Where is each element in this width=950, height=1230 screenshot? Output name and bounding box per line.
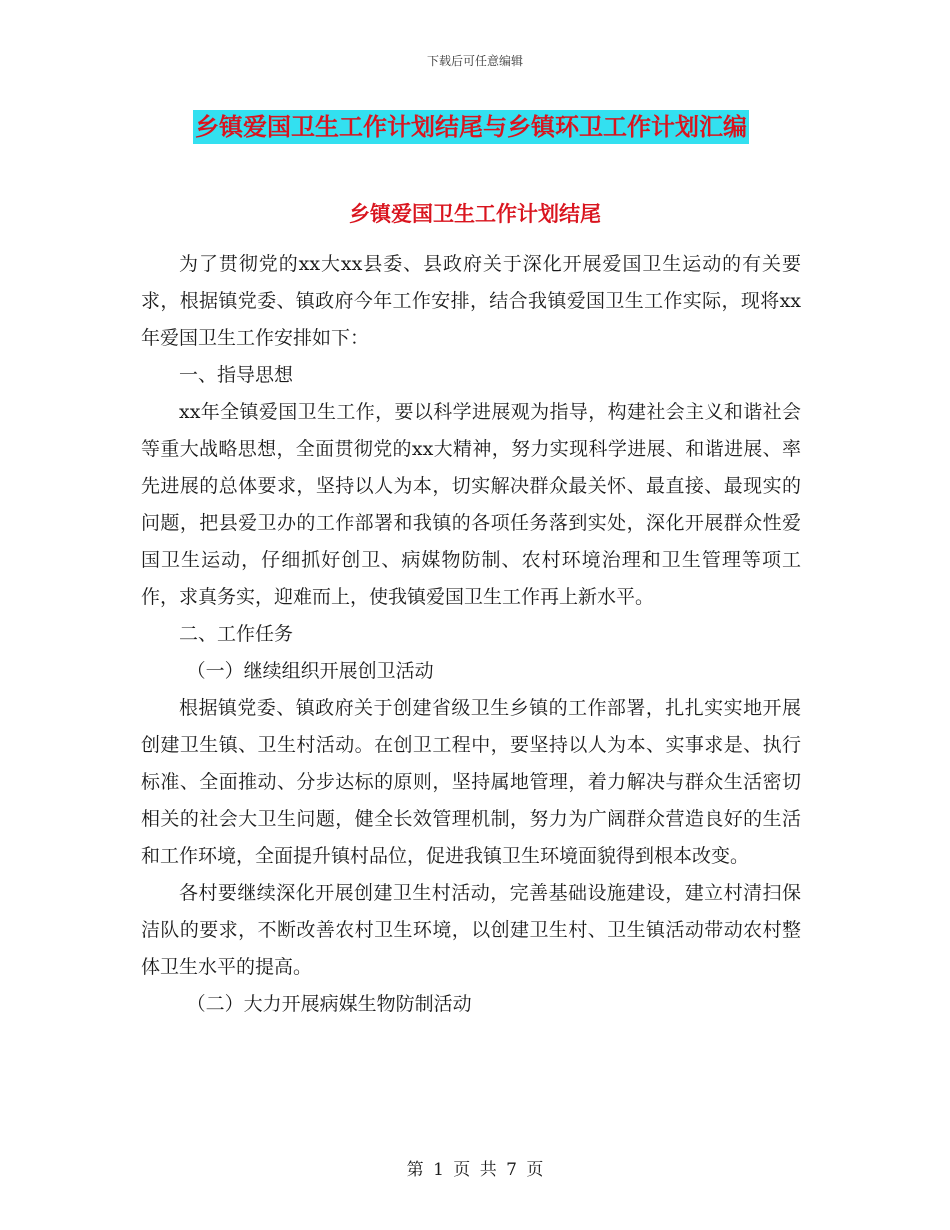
heading-work-tasks: 二、工作任务 xyxy=(179,623,294,645)
section-title: 乡镇爱国卫生工作计划结尾 xyxy=(349,202,601,226)
paragraph-guiding-thought: xx年全镇爱国卫生工作，要以科学进展观为指导，构建社会主义和谐社会等重大战略思想，全面贯彻党的xx大精神，努力实现科学进展、和谐进展、率先进展的总体要求，坚持以人为本，切实解决群众最关怀、最直接、最现实的问题，把县爱卫办的工作部署和我镇的各项任务落到实处，深化开展群众性爱国卫生运动，仔细抓好创卫、病媒物防制、农村环境治理和卫生管理等项工作，求真务实，迎难而上，使我镇爱国卫生工作再上新水平。 xyxy=(141,401,801,608)
heading-guiding-thought: 一、指导思想 xyxy=(179,364,294,386)
paragraph-village-hygiene: 各村要继续深化开展创建卫生村活动，完善基础设施建设，建立村清扫保洁队的要求，不断改善农村卫生环境，以创建卫生村、卫生镇活动带动农村整体卫生水平的提高。 xyxy=(141,882,801,978)
subheading-task-1: （一）继续组织开展创卫活动 xyxy=(186,660,434,682)
page-number: 第 1 页 共 7 页 xyxy=(406,1160,544,1180)
subheading-task-2: （二）大力开展病媒生物防制活动 xyxy=(186,993,472,1015)
paragraph-intro: 为了贯彻党的xx大xx县委、县政府关于深化开展爱国卫生运动的有关要求，根据镇党委、镇政府今年工作安排，结合我镇爱国卫生工作实际，现将xx年爱国卫生工作安排如下： xyxy=(141,253,801,349)
document-title: 乡镇爱国卫生工作计划结尾与乡镇环卫工作计划汇编 xyxy=(193,110,749,144)
paragraph-task-1: 根据镇党委、镇政府关于创建省级卫生乡镇的工作部署，扎扎实实地开展创建卫生镇、卫生村活动。在创卫工程中，要坚持以人为本、实事求是、执行标准、全面推动、分步达标的原则，坚持属地管理，着力解决与群众生活密切相关的社会大卫生问题，健全长效管理机制，努力为广阔群众营造良好的生活和工作环境，全面提升镇村品位，促进我镇卫生环境面貌得到根本改变。 xyxy=(141,697,801,867)
document-body xyxy=(141,246,801,1023)
header-note: 下载后可任意编辑 xyxy=(426,54,523,68)
